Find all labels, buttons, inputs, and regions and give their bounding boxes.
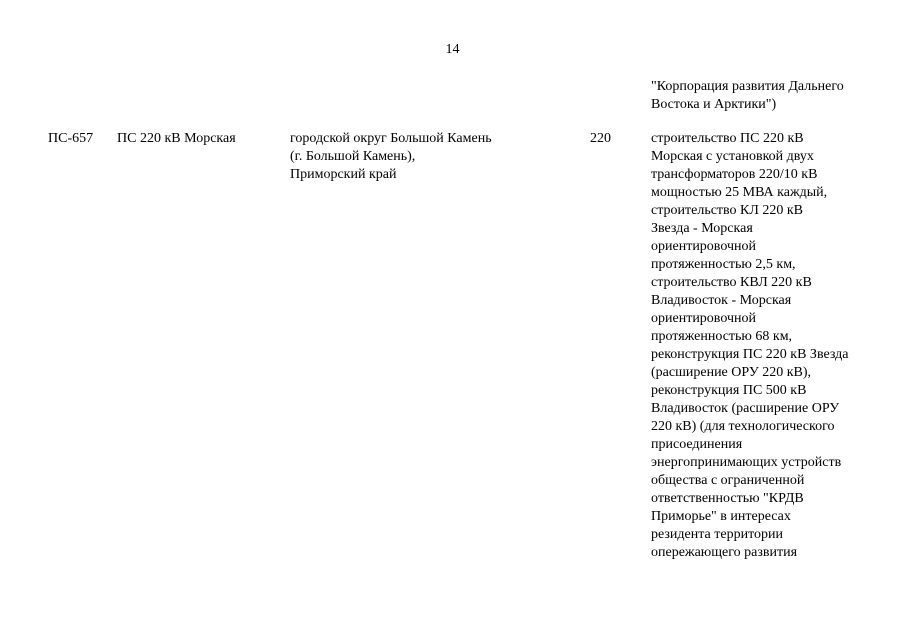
description-line: (расширение ОРУ 220 кВ), [651, 365, 812, 380]
description-line: строительство КВЛ 220 кВ [651, 275, 812, 290]
description-line: опережающего развития [651, 545, 798, 560]
description-line: общества с ограниченной [651, 473, 805, 488]
description-line: 220 кВ) (для технологического [651, 419, 835, 434]
page-number: 14 [445, 42, 460, 57]
description-line: реконструкция ПС 220 кВ Звезда [651, 347, 849, 362]
description-line: Приморье" в интересах [651, 509, 791, 524]
description-line: протяженностью 2,5 км, [651, 257, 796, 272]
description-line: присоединения [651, 437, 743, 452]
description-line: реконструкция ПС 500 кВ [651, 383, 807, 398]
description-line: Владивосток - Морская [651, 293, 792, 308]
substation-name: ПС 220 кВ Морская [117, 131, 236, 146]
substation-code: ПС-657 [48, 131, 94, 146]
location-line: городской округ Большой Камень [290, 131, 492, 146]
description-line: строительство ПС 220 кВ [651, 131, 804, 146]
continued-line: Востока и Арктики") [651, 97, 777, 112]
description-line: Морская с установкой двух [651, 149, 814, 164]
location-line: Приморский край [290, 167, 397, 182]
description-line: энергопринимающих устройств [651, 455, 842, 470]
description-line: Звезда - Морская [651, 221, 753, 236]
voltage-class: 220 [590, 131, 611, 146]
substation-location [290, 130, 540, 184]
description-line: мощностью 25 МВА каждый, [651, 185, 828, 200]
description-line: ориентировочной [651, 311, 756, 326]
description-line: трансформаторов 220/10 кВ [651, 167, 818, 182]
description-line: ответственностью "КРДВ [651, 491, 804, 506]
description-line: Владивосток (расширение ОРУ [651, 401, 840, 416]
description-line: ориентировочной [651, 239, 756, 254]
location-line: (г. Большой Камень), [290, 149, 416, 164]
continued-line: "Корпорация развития Дальнего [651, 79, 844, 94]
work-description [651, 130, 891, 562]
description-line: строительство КЛ 220 кВ [651, 203, 804, 218]
continued-description [651, 78, 891, 114]
description-line: резидента территории [651, 527, 783, 542]
description-line: протяженностью 68 км, [651, 329, 793, 344]
